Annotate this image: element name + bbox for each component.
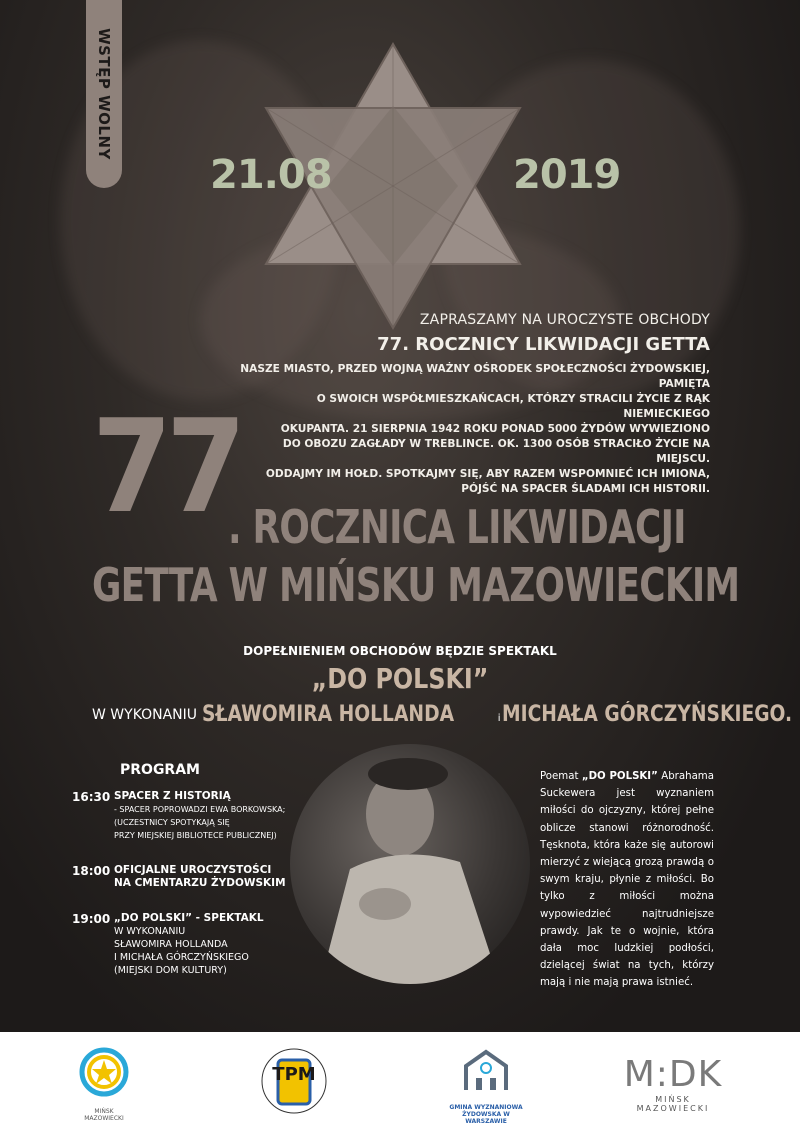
program-detail: NA CMENTARZU ŻYDOWSKIM (114, 877, 286, 889)
complement-text: DOPEŁNIENIEM OBCHODÓW BĘDZIE SPEKTAKL (243, 644, 557, 658)
actor-portrait (290, 744, 530, 984)
tpmm-mark: TPM (272, 1064, 316, 1085)
program-body (114, 864, 314, 890)
lead-line: NASZE MIASTO, PRZED WOJNĄ WAŻNY OŚRODEK SPOŁECZNOŚCI ŻYDOWSKIEJ, PAMIĘTA (240, 363, 710, 390)
minsk-logo (74, 1046, 134, 1122)
mdk-mark: M:DK (623, 1054, 723, 1095)
program-detail: PRZY MIEJSKIEJ BIBLIOTECE PUBLICZNEJ) (114, 831, 277, 840)
invite-line2: 77. ROCZNICY LIKWIDACJI GETTA (377, 334, 710, 355)
lead-line: O SWOICH WSPÓŁMIESZKAŃCACH, KTÓRZY STRACILI ŻYCIE Z RĄK NIEMIECKIEGO (316, 393, 710, 420)
show-title: „DO POLSKI” (311, 662, 489, 695)
lead-line: PÓJŚĆ NA SPACER ŚLADAMI ICH HISTORII. (461, 483, 710, 495)
lead-paragraph (240, 362, 710, 497)
poem-title: „DO POLSKI” (581, 771, 658, 782)
invite-line1: ZAPRASZAMY NA UROCZYSTE OBCHODY (419, 312, 710, 328)
program-title: PROGRAM (120, 762, 200, 778)
poem-description (540, 768, 714, 992)
program-time: 16:30 (72, 790, 111, 804)
poem-text: Abrahama Suckewera jest wyznaniem miłości do ojczyzny, której pełne oblicze stanowi różnorodność. Tęsknota, która każe się autorowi mierzyć z wiejącą grozą prawdą o swym kraju, płynie z miłości. Bo tylko z miłości można wypowiedzieć najtrudniejsze prawdy. Jak te o wojnie, która dała moc ludzkiej podłości, dzielącej świat na tych, którzy mają i nie mają prawa istnieć. (540, 771, 714, 989)
performer-2: MICHAŁA GÓRCZYŃSKIEGO. (501, 702, 792, 727)
tpmm-logo (254, 1046, 334, 1120)
headline-number: 77 (92, 393, 241, 542)
program-detail: (UCZESTNICY SPOTYKAJĄ SIĘ (114, 818, 230, 827)
program-item-title: OFICJALNE UROCZYSTOŚCI (114, 864, 272, 876)
program-detail: SŁAWOMIRA HOLLANDA (114, 939, 228, 950)
program-body (114, 790, 314, 842)
mdk-logo (618, 1054, 728, 1113)
mdk-caption: MIŃSK MAZOWIECKI (636, 1095, 710, 1113)
program-detail: - SPACER POPROWADZI EWA BORKOWSKA; (114, 805, 286, 814)
gmina-caption: GMINA WYZNANIOWA ŻYDOWSKA W WARSZAWIE (449, 1104, 523, 1125)
invite (377, 312, 710, 355)
program-detail: (MIEJSKI DOM KULTURY) (114, 965, 227, 976)
program-item-title: „DO POLSKI” - SPEKTAKL (114, 912, 264, 924)
gmina-logo (446, 1046, 526, 1125)
program-item-title: SPACER Z HISTORIĄ (114, 790, 231, 802)
actor-silhouette-icon (290, 744, 530, 984)
logo-bar (0, 1032, 800, 1131)
poem-lead: Poemat (540, 771, 582, 782)
program-body (114, 912, 314, 977)
performers-prefix: W WYKONANIU (92, 707, 198, 723)
date-day: 21.08 (210, 152, 332, 198)
date-year: 2019 (513, 152, 621, 198)
gmina-emblem-icon (446, 1046, 526, 1100)
program-time: 19:00 (72, 912, 111, 926)
performers-joiner: i (497, 713, 501, 724)
headline-line1: . ROCZNICA LIKWIDACJI (228, 500, 686, 554)
program-detail: I MICHAŁA GÓRCZYŃSKIEGO (114, 952, 249, 963)
program-detail: W WYKONANIU (114, 926, 186, 937)
minsk-caption: MIŃSK MAZOWIECKI (84, 1108, 124, 1122)
minsk-emblem-icon (74, 1046, 134, 1104)
performer-1: SŁAWOMIRA HOLLANDA (202, 702, 455, 727)
lead-line: DO OBOZU ZAGŁADY W TREBLINCE. OK. 1300 OSÓB STRACIŁO ŻYCIE NA MIEJSCU. (282, 438, 710, 465)
lead-line: OKUPANTA. 21 SIERPNIA 1942 ROKU PONAD 5000 ŻYDÓW WYWIEZIONO (280, 423, 710, 435)
program-time: 18:00 (72, 864, 111, 878)
free-entry-badge (86, 0, 122, 188)
lead-line: ODDAJMY IM HOŁD. SPOTKAJMY SIĘ, ABY RAZEM WSPOMNIEĆ ICH IMIONA, (265, 468, 710, 480)
performers (92, 702, 800, 727)
free-entry-text: WSTĘP WOLNY (95, 28, 113, 160)
headline-line2: GETTA W MIŃSKU MAZOWIECKIM (92, 558, 740, 612)
